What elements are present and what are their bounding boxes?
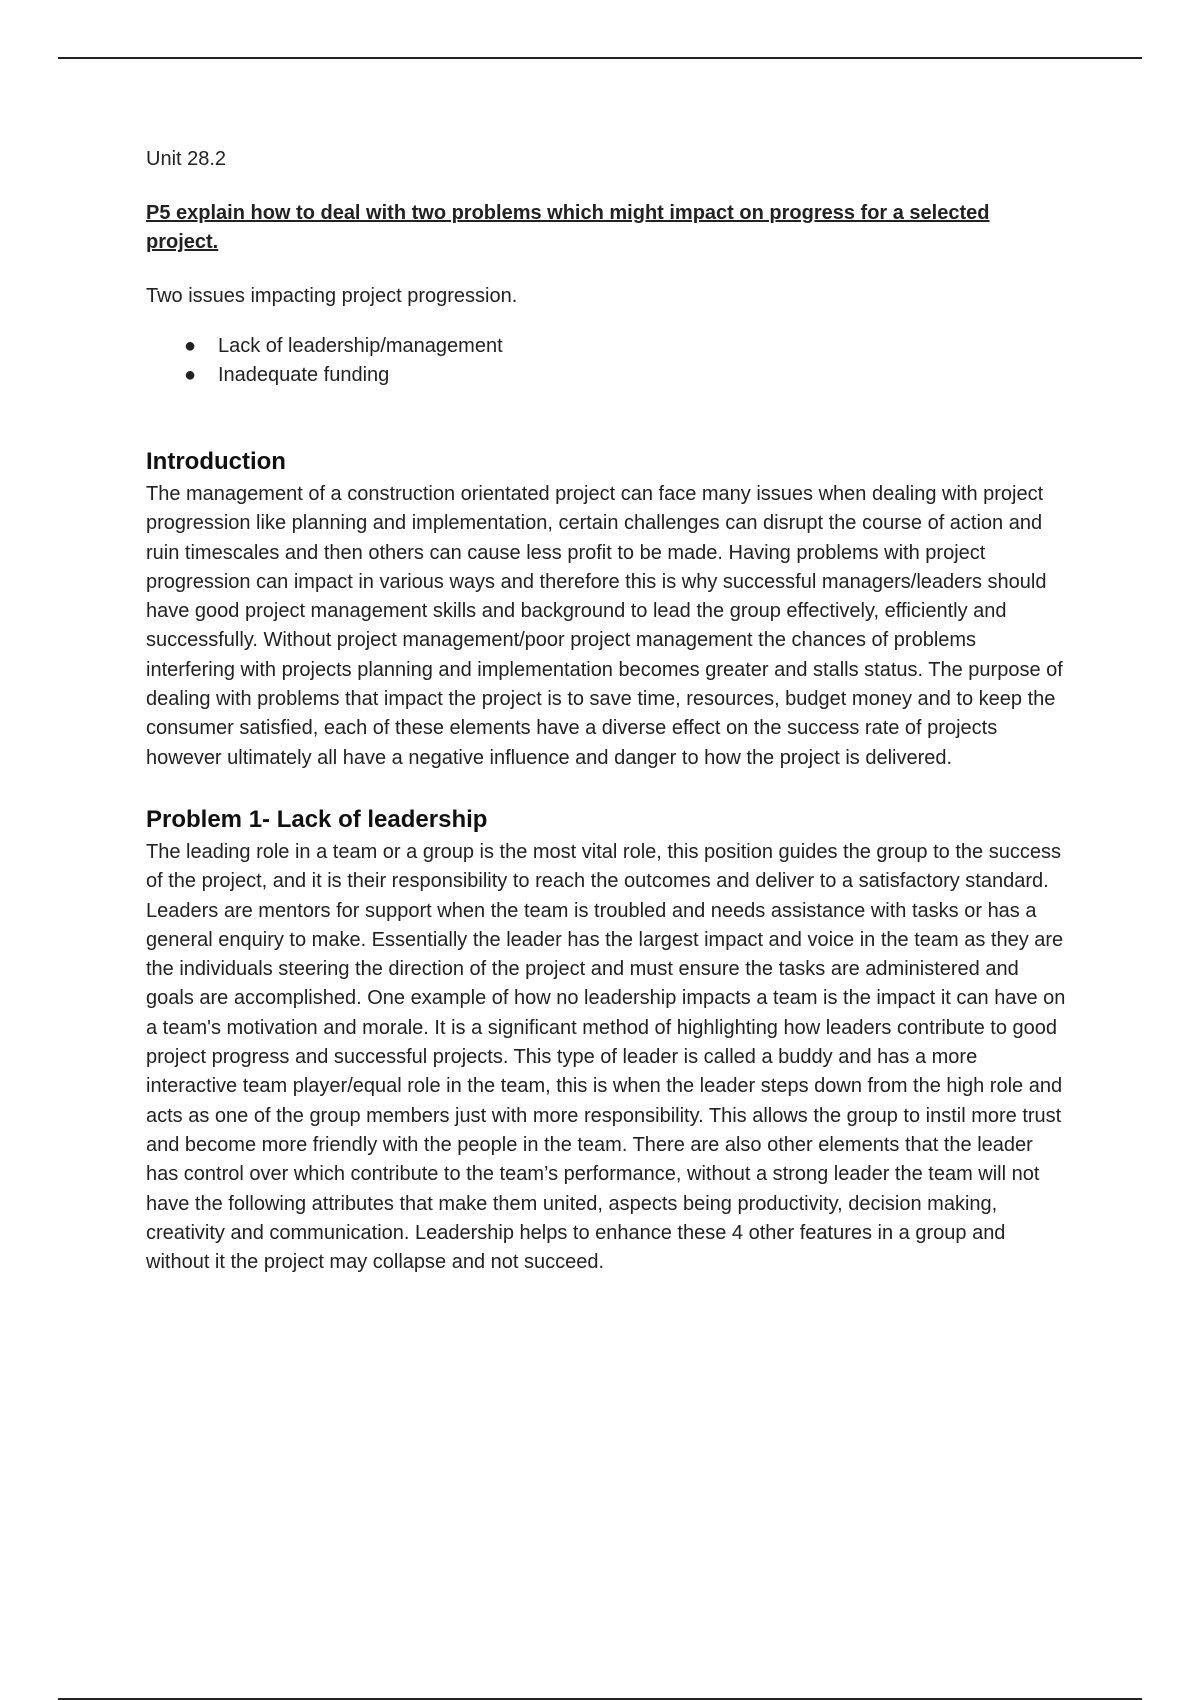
top-rule xyxy=(58,57,1142,59)
task-title: P5 explain how to deal with two problems which might impact on progress for a selected project. xyxy=(146,202,990,253)
bullet-icon: ● xyxy=(184,364,197,386)
unit-label: Unit 28.2 xyxy=(146,148,227,170)
bullet-icon: ● xyxy=(184,335,197,357)
document-body xyxy=(146,145,1066,1277)
issues-list xyxy=(146,332,1066,390)
introduction-heading: Introduction xyxy=(146,448,286,475)
issues-intro: Two issues impacting project progression. xyxy=(146,285,518,307)
list-item xyxy=(146,361,1066,390)
list-item xyxy=(146,332,1066,361)
list-item-text: Inadequate funding xyxy=(218,364,390,386)
problem1-paragraph: The leading role in a team or a group is the most vital role, this position guides the group to the success of the project, and it is their responsibility to reach the outcomes and deliver to a satisfactory standard. Leaders are mentors for support when the team is troubled and needs assistance with tasks or has a general enquiry to make. Essentially the leader has the largest impact and voice in the team as they are the individuals steering the direction of the project and must ensure the tasks are administered and goals are accomplished. One example of how no leadership impacts a team is the impact it can have on a team's motivation and morale. It is a significant method of highlighting how leaders contribute to good project progress and successful projects. This type of leader is called a buddy and has a more interactive team player/equal role in the team, this is when the leader steps down from the high role and acts as one of the group members just with more responsibility. This allows the group to instil more trust and become more friendly with the people in the team. There are also other elements that the leader has control over which contribute to the team’s performance, without a strong leader the team will not have the following attributes that make them united, aspects being productivity, decision making, creativity and communication. Leadership helps to enhance these 4 other features in a group and without it the project may collapse and not succeed. xyxy=(146,840,1066,1274)
introduction-paragraph: The management of a construction orientated project can face many issues when dealing with project progression like planning and implementation, certain challenges can disrupt the course of action and ruin timescales and then others can cause less profit to be made. Having problems with project progression can impact in various ways and therefore this is why successful managers/leaders should have good project management skills and background to lead the group effectively, efficiently and successfully. Without project management/poor project management the chances of problems interfering with projects planning and implementation becomes greater and stalls status. The purpose of dealing with problems that impact the project is to save time, resources, budget money and to keep the consumer satisfied, each of these elements have a diverse effect on the success rate of projects however ultimately all have a negative influence and danger to how the project is delivered. xyxy=(146,483,1063,769)
problem1-heading: Problem 1- Lack of leadership xyxy=(146,805,488,833)
list-item-text: Lack of leadership/management xyxy=(218,335,503,357)
